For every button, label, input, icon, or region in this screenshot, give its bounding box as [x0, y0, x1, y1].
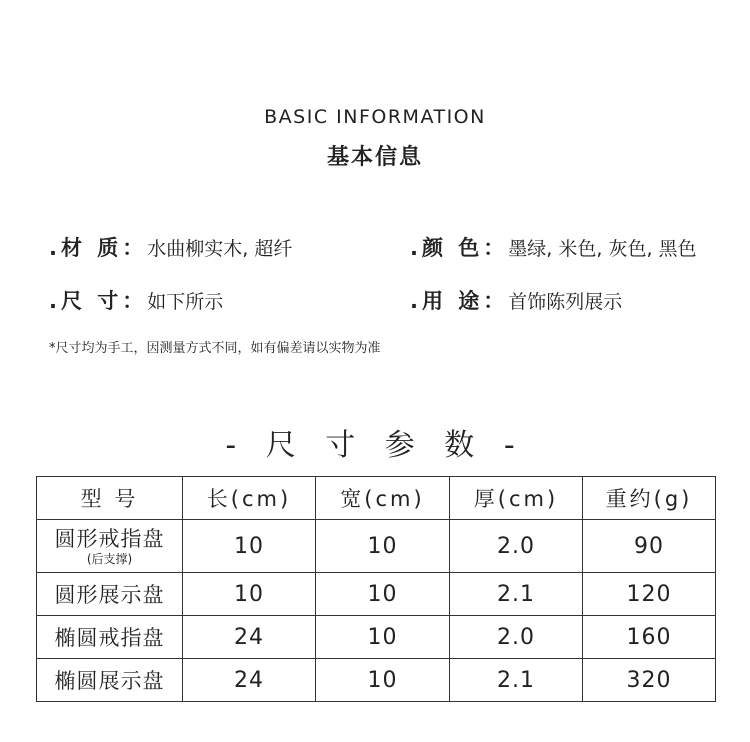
material-info — [49, 232, 292, 262]
model-name: 圆形戒指盘 — [54, 527, 165, 551]
weight-cell: 320 — [583, 659, 716, 702]
model-cell: 椭圆展示盘 — [37, 659, 183, 702]
table-row — [37, 616, 716, 659]
header-thickness: 厚(cm) — [450, 477, 583, 520]
table-row — [37, 659, 716, 702]
title-english: BASIC INFORMATION — [264, 106, 486, 128]
table-row — [37, 573, 716, 616]
model-cell: 圆形展示盘 — [37, 573, 183, 616]
color-label: .颜 色： — [410, 236, 509, 260]
thickness-cell: 2.1 — [450, 659, 583, 702]
table-row — [37, 520, 716, 573]
section-title-size-params: - 尺 寸 参 数 - — [225, 428, 525, 463]
size-label: .尺 寸： — [49, 289, 148, 313]
thickness-cell: 2.1 — [450, 573, 583, 616]
weight-cell: 160 — [583, 616, 716, 659]
model-sub-note: (后支撑) — [86, 552, 133, 566]
width-cell: 10 — [316, 659, 450, 702]
model-cell — [37, 520, 183, 573]
measurement-note: *尺寸均为手工，因测量方式不同，如有偏差请以实物为准 — [49, 341, 381, 356]
usage-value: 首饰陈列展示 — [508, 291, 623, 313]
size-table — [36, 476, 716, 702]
color-value: 墨绿, 米色, 灰色, 黑色 — [508, 238, 697, 260]
color-info — [410, 232, 697, 262]
header-weight: 重约(g) — [583, 477, 716, 520]
size-info — [49, 285, 223, 315]
length-cell: 24 — [183, 616, 316, 659]
length-cell: 24 — [183, 659, 316, 702]
header-width: 宽(cm) — [316, 477, 450, 520]
width-cell: 10 — [316, 573, 450, 616]
info-row-1 — [0, 232, 750, 262]
table-header-row — [37, 477, 716, 520]
width-cell: 10 — [316, 616, 450, 659]
info-row-2 — [0, 285, 750, 315]
weight-cell: 120 — [583, 573, 716, 616]
header-length: 长(cm) — [183, 477, 316, 520]
material-value: 水曲柳实木, 超纤 — [147, 238, 293, 260]
thickness-cell: 2.0 — [450, 520, 583, 573]
model-cell: 椭圆戒指盘 — [37, 616, 183, 659]
thickness-cell: 2.0 — [450, 616, 583, 659]
title-chinese: 基本信息 — [326, 145, 423, 170]
length-cell: 10 — [183, 573, 316, 616]
weight-cell: 90 — [583, 520, 716, 573]
size-value: 如下所示 — [147, 291, 224, 313]
length-cell: 10 — [183, 520, 316, 573]
material-label: .材 质： — [49, 236, 148, 260]
usage-label: .用 途： — [410, 289, 509, 313]
width-cell: 10 — [316, 520, 450, 573]
usage-info — [410, 285, 622, 315]
header-model: 型 号 — [37, 477, 183, 520]
